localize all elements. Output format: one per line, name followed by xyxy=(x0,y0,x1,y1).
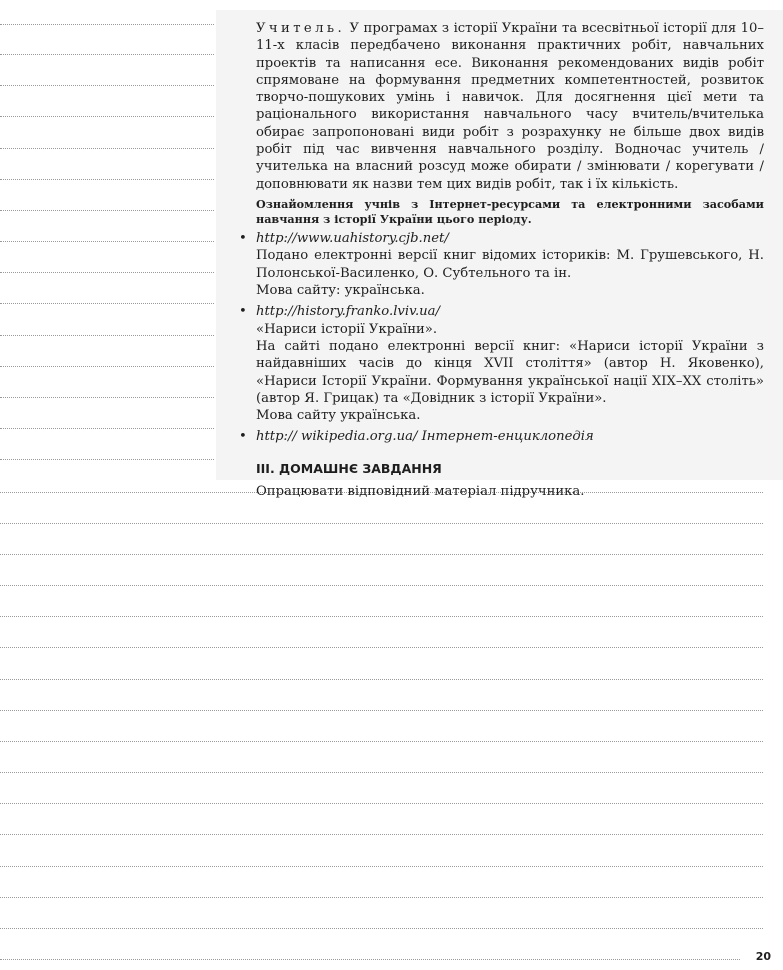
homework-heading: ІІІ. ДОМАШНЄ ЗАВДАННЯ xyxy=(256,460,442,476)
note-line xyxy=(0,741,763,742)
note-line xyxy=(0,866,763,867)
page-number: 20 xyxy=(755,950,771,963)
note-line xyxy=(0,834,763,835)
resource-url-2[interactable] xyxy=(239,303,764,320)
resources-heading: Ознайомлення учнів з Інтернет-ресурсами та електронними засобами навчання з історії України цього періоду. xyxy=(256,196,764,226)
homework-text: Опрацювати відповідний матеріал підручника. xyxy=(256,484,585,500)
note-line xyxy=(0,148,214,149)
note-line xyxy=(0,459,214,460)
resource-url-1[interactable] xyxy=(239,230,764,247)
note-line xyxy=(0,647,763,648)
note-line xyxy=(0,959,740,960)
note-line xyxy=(0,85,214,86)
resource-title: «Нариси історії України». xyxy=(256,321,438,337)
resource-desc: На сайті подано електронні версії книг: «Нариси історії України з найдавніших часів до кінця XVII століття» (автор Н. Яковенко), «Нариси Історії України. Формування української нації XIX–XX століть» (автор Я. Грицак) та «Довідник з історії України». xyxy=(256,338,764,406)
note-line xyxy=(0,897,763,898)
note-line xyxy=(0,335,214,336)
resource-link[interactable]: http://www.uahistory.cjb.net/ xyxy=(256,231,449,247)
note-line xyxy=(0,679,763,680)
note-line xyxy=(0,428,214,429)
resource-lang: Мова сайту: українська. xyxy=(256,283,425,299)
note-line xyxy=(0,303,214,304)
resource-link[interactable]: http:// wikipedia.org.ua/ Інтернет-енциклопедія xyxy=(256,429,594,445)
note-line xyxy=(0,710,763,711)
teacher-label: Учитель. xyxy=(256,21,346,36)
resource-url-3[interactable] xyxy=(239,428,764,445)
note-line xyxy=(0,24,214,25)
bullet-icon: • xyxy=(239,304,247,320)
note-line xyxy=(0,272,214,273)
note-line xyxy=(0,523,763,524)
note-line xyxy=(0,366,214,367)
note-line xyxy=(0,772,763,773)
bullet-icon: • xyxy=(239,429,247,445)
note-line xyxy=(0,54,214,55)
note-line xyxy=(0,554,763,555)
note-line xyxy=(0,116,214,117)
intro-text: У програмах з історії України та всесвітньої історії для 10–11-х класів передбачено виконання практичних робіт, навчальних проектів та написання есе. Виконання рекомендованих видів робіт спрямоване на формування предметних компетентностей, розвиток творчо-пошукових умінь і навичок. Для досягнення цієї мети та раціонального використання навчального часу вчитель/вчителька обирає запропоновані види робіт з розрахунку не більше двох видів робіт під час вивчення навчального розділу. Водночас учитель / учителька на власний розсуд може обирати / змінювати / корегувати / доповнювати як назви тем цих видів робіт, так і їх кількість. xyxy=(256,21,764,192)
note-line xyxy=(0,241,214,242)
resource-desc: Подано електронні версії книг відомих істориків: М. Грушевського, Н. Полонської-Василенко, О. Субтельного та ін. xyxy=(256,248,764,281)
note-line xyxy=(0,210,214,211)
note-line xyxy=(0,179,214,180)
lesson-content xyxy=(239,20,764,500)
note-line xyxy=(0,928,763,929)
bullet-icon: • xyxy=(239,231,247,247)
intro-paragraph xyxy=(256,20,764,193)
resource-lang: Мова сайту українська. xyxy=(256,408,421,424)
resource-link[interactable]: http://history.franko.lviv.ua/ xyxy=(256,304,440,320)
note-line xyxy=(0,616,763,617)
note-line xyxy=(0,397,214,398)
note-line xyxy=(0,803,763,804)
note-line xyxy=(0,585,763,586)
